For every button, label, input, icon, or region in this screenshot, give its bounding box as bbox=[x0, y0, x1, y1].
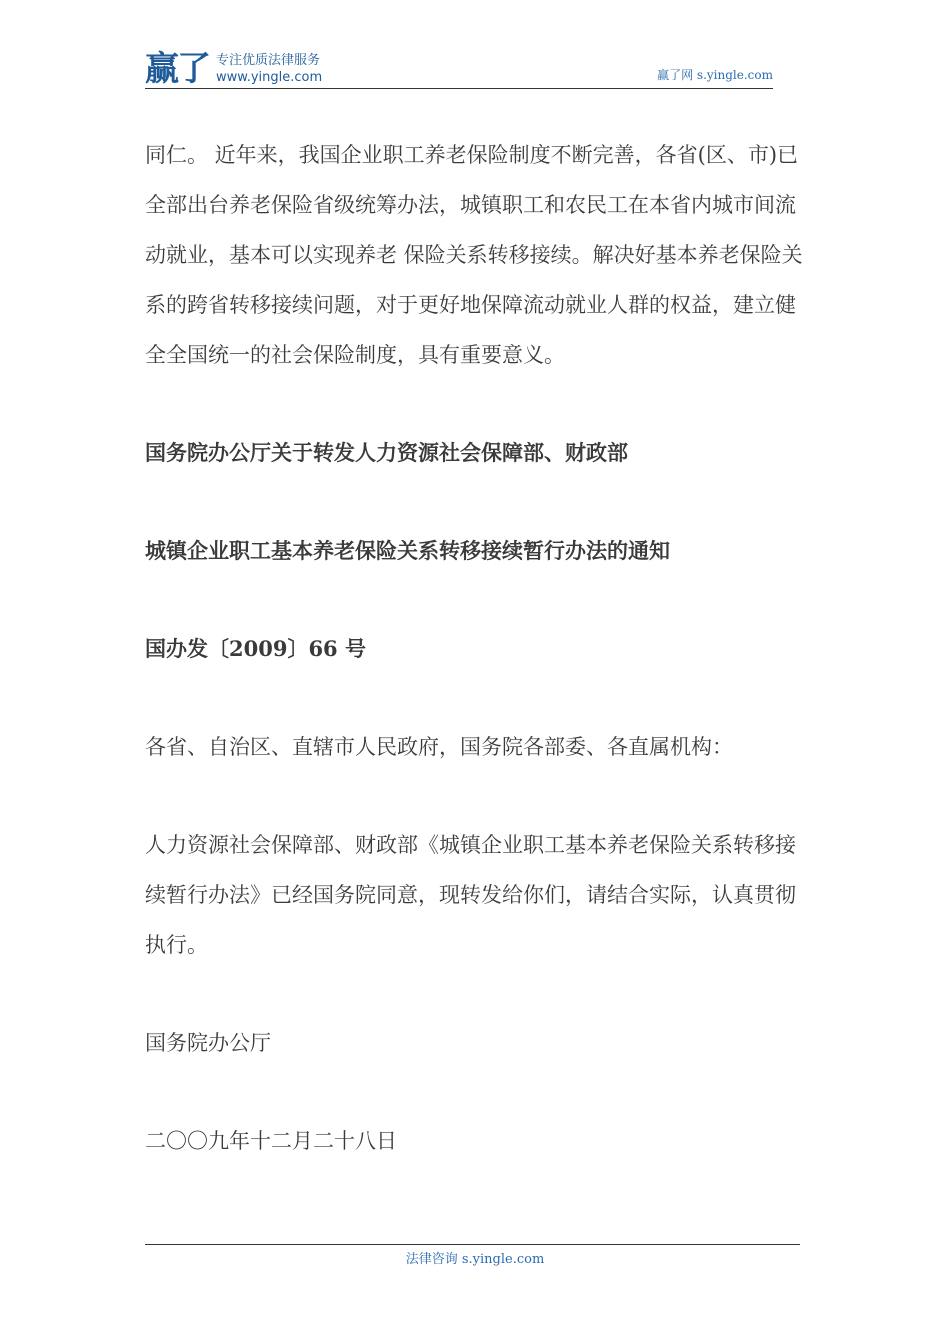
notice-title-line2: 城镇企业职工基本养老保险关系转移接续暂行办法的通知 bbox=[145, 538, 670, 563]
issue-date: 二〇〇九年十二月二十八日 bbox=[145, 1129, 397, 1153]
notice-title-line1: 国务院办公厅关于转发人力资源社会保障部、财政部 bbox=[145, 440, 628, 465]
footer-link[interactable]: 法律咨询 s.yingle.com bbox=[405, 1252, 545, 1267]
document-body bbox=[145, 130, 810, 1166]
addressee-line: 各省、自治区、直辖市人民政府，国务院各部委、各直属机构： bbox=[145, 735, 733, 759]
issuer-name: 国务院办公厅 bbox=[145, 1031, 271, 1055]
footer-divider bbox=[145, 1244, 800, 1245]
intro-paragraph: 同仁。 近年来，我国企业职工养老保险制度不断完善，各省(区、市)已全部出台养老保险省级统筹办法，城镇职工和农民工在本省内城市间流动就业，基本可以实现养老 保险关系转移接续。解决好基本养老保险关系的跨省转移接续问题，对于更好地保障流动就业人群的权益，建立健全全国统一的社会保险制度，具有重要意义。 bbox=[145, 143, 803, 367]
yingle-logo[interactable]: 赢了 bbox=[145, 49, 209, 89]
page-header bbox=[145, 50, 773, 89]
logo-url: www.yingle.com bbox=[216, 70, 323, 85]
logo-tagline: 专注优质法律服务 bbox=[216, 53, 321, 68]
header-site-link[interactable]: 赢了网 s.yingle.com bbox=[657, 68, 773, 82]
document-number: 国办发〔2009〕66 号 bbox=[145, 636, 366, 661]
notice-paragraph: 人力资源社会保障部、财政部《城镇企业职工基本养老保险关系转移接续暂行办法》已经国务院同意，现转发给你们，请结合实际，认真贯彻执行。 bbox=[145, 833, 796, 957]
